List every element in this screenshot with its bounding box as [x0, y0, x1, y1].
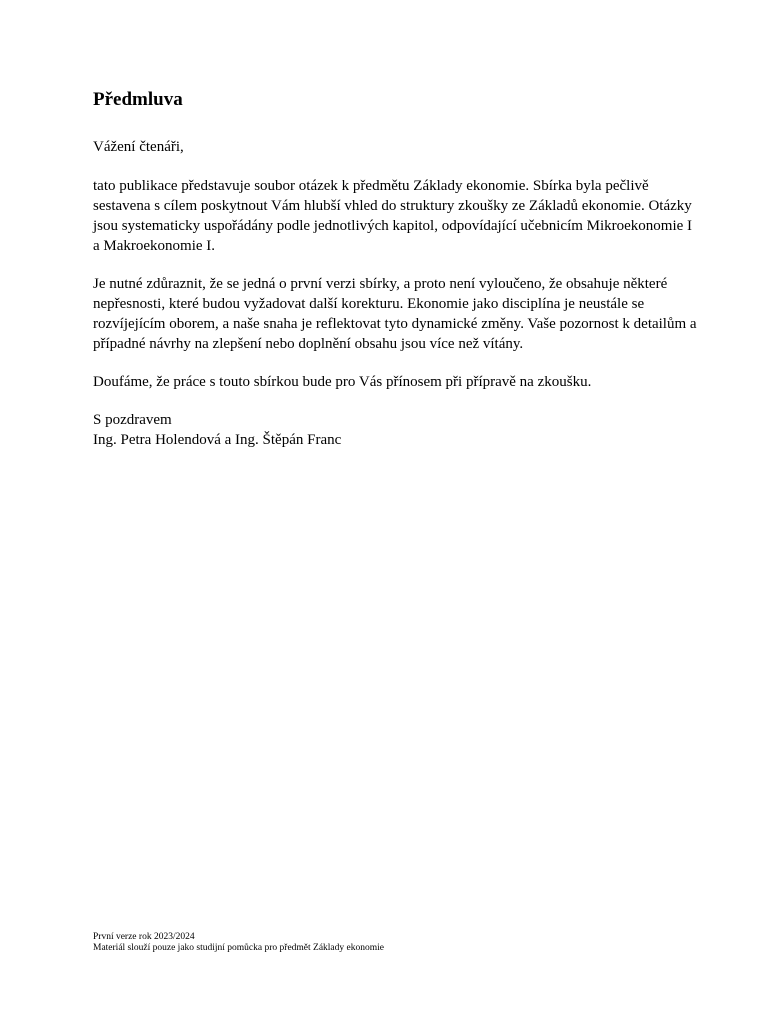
paragraph-disclaimer: Je nutné zdůraznit, že se jedná o první verzi sbírky, a proto není vyloučeno, že obsahuje některé nepřesnosti, které budou vyžadovat další korekturu. Ekonomie jako disciplína je neustále se rozvíjejícím oborem, a naše snaha je reflektovat tyto dynamické změny. Vaše pozornost k detailům a případné návrhy na zlepšení nebo doplnění obsahu jsou více než vítány. [93, 276, 697, 352]
page-footer [93, 932, 384, 954]
footer-note: Materiál slouží pouze jako studijní pomůcka pro předmět Základy ekonomie [93, 943, 384, 953]
sign-off: S pozdravem [93, 412, 172, 428]
paragraph-wish: Doufáme, že práce s touto sbírkou bude pro Vás přínosem při přípravě na zkoušku. [93, 374, 592, 390]
paragraph-intro: tato publikace představuje soubor otázek k předmětu Základy ekonomie. Sbírka byla pečlivě sestavena s cílem poskytnout Vám hlubší vhled do struktury zkoušky ze Základů ekonomie. Otázky jsou systematicky uspořádány podle jednotlivých kapitol, odpovídající učebnicím Mikroekonomie I a Makroekonomie I. [93, 178, 693, 254]
footer-version: První verze rok 2023/2024 [93, 932, 195, 942]
signature-block [93, 410, 699, 450]
page-title: Předmluva [93, 89, 183, 110]
preface-body [93, 137, 699, 468]
authors: Ing. Petra Holendová a Ing. Štěpán Franc [93, 432, 342, 448]
greeting: Vážení čtenáři, [93, 139, 184, 155]
